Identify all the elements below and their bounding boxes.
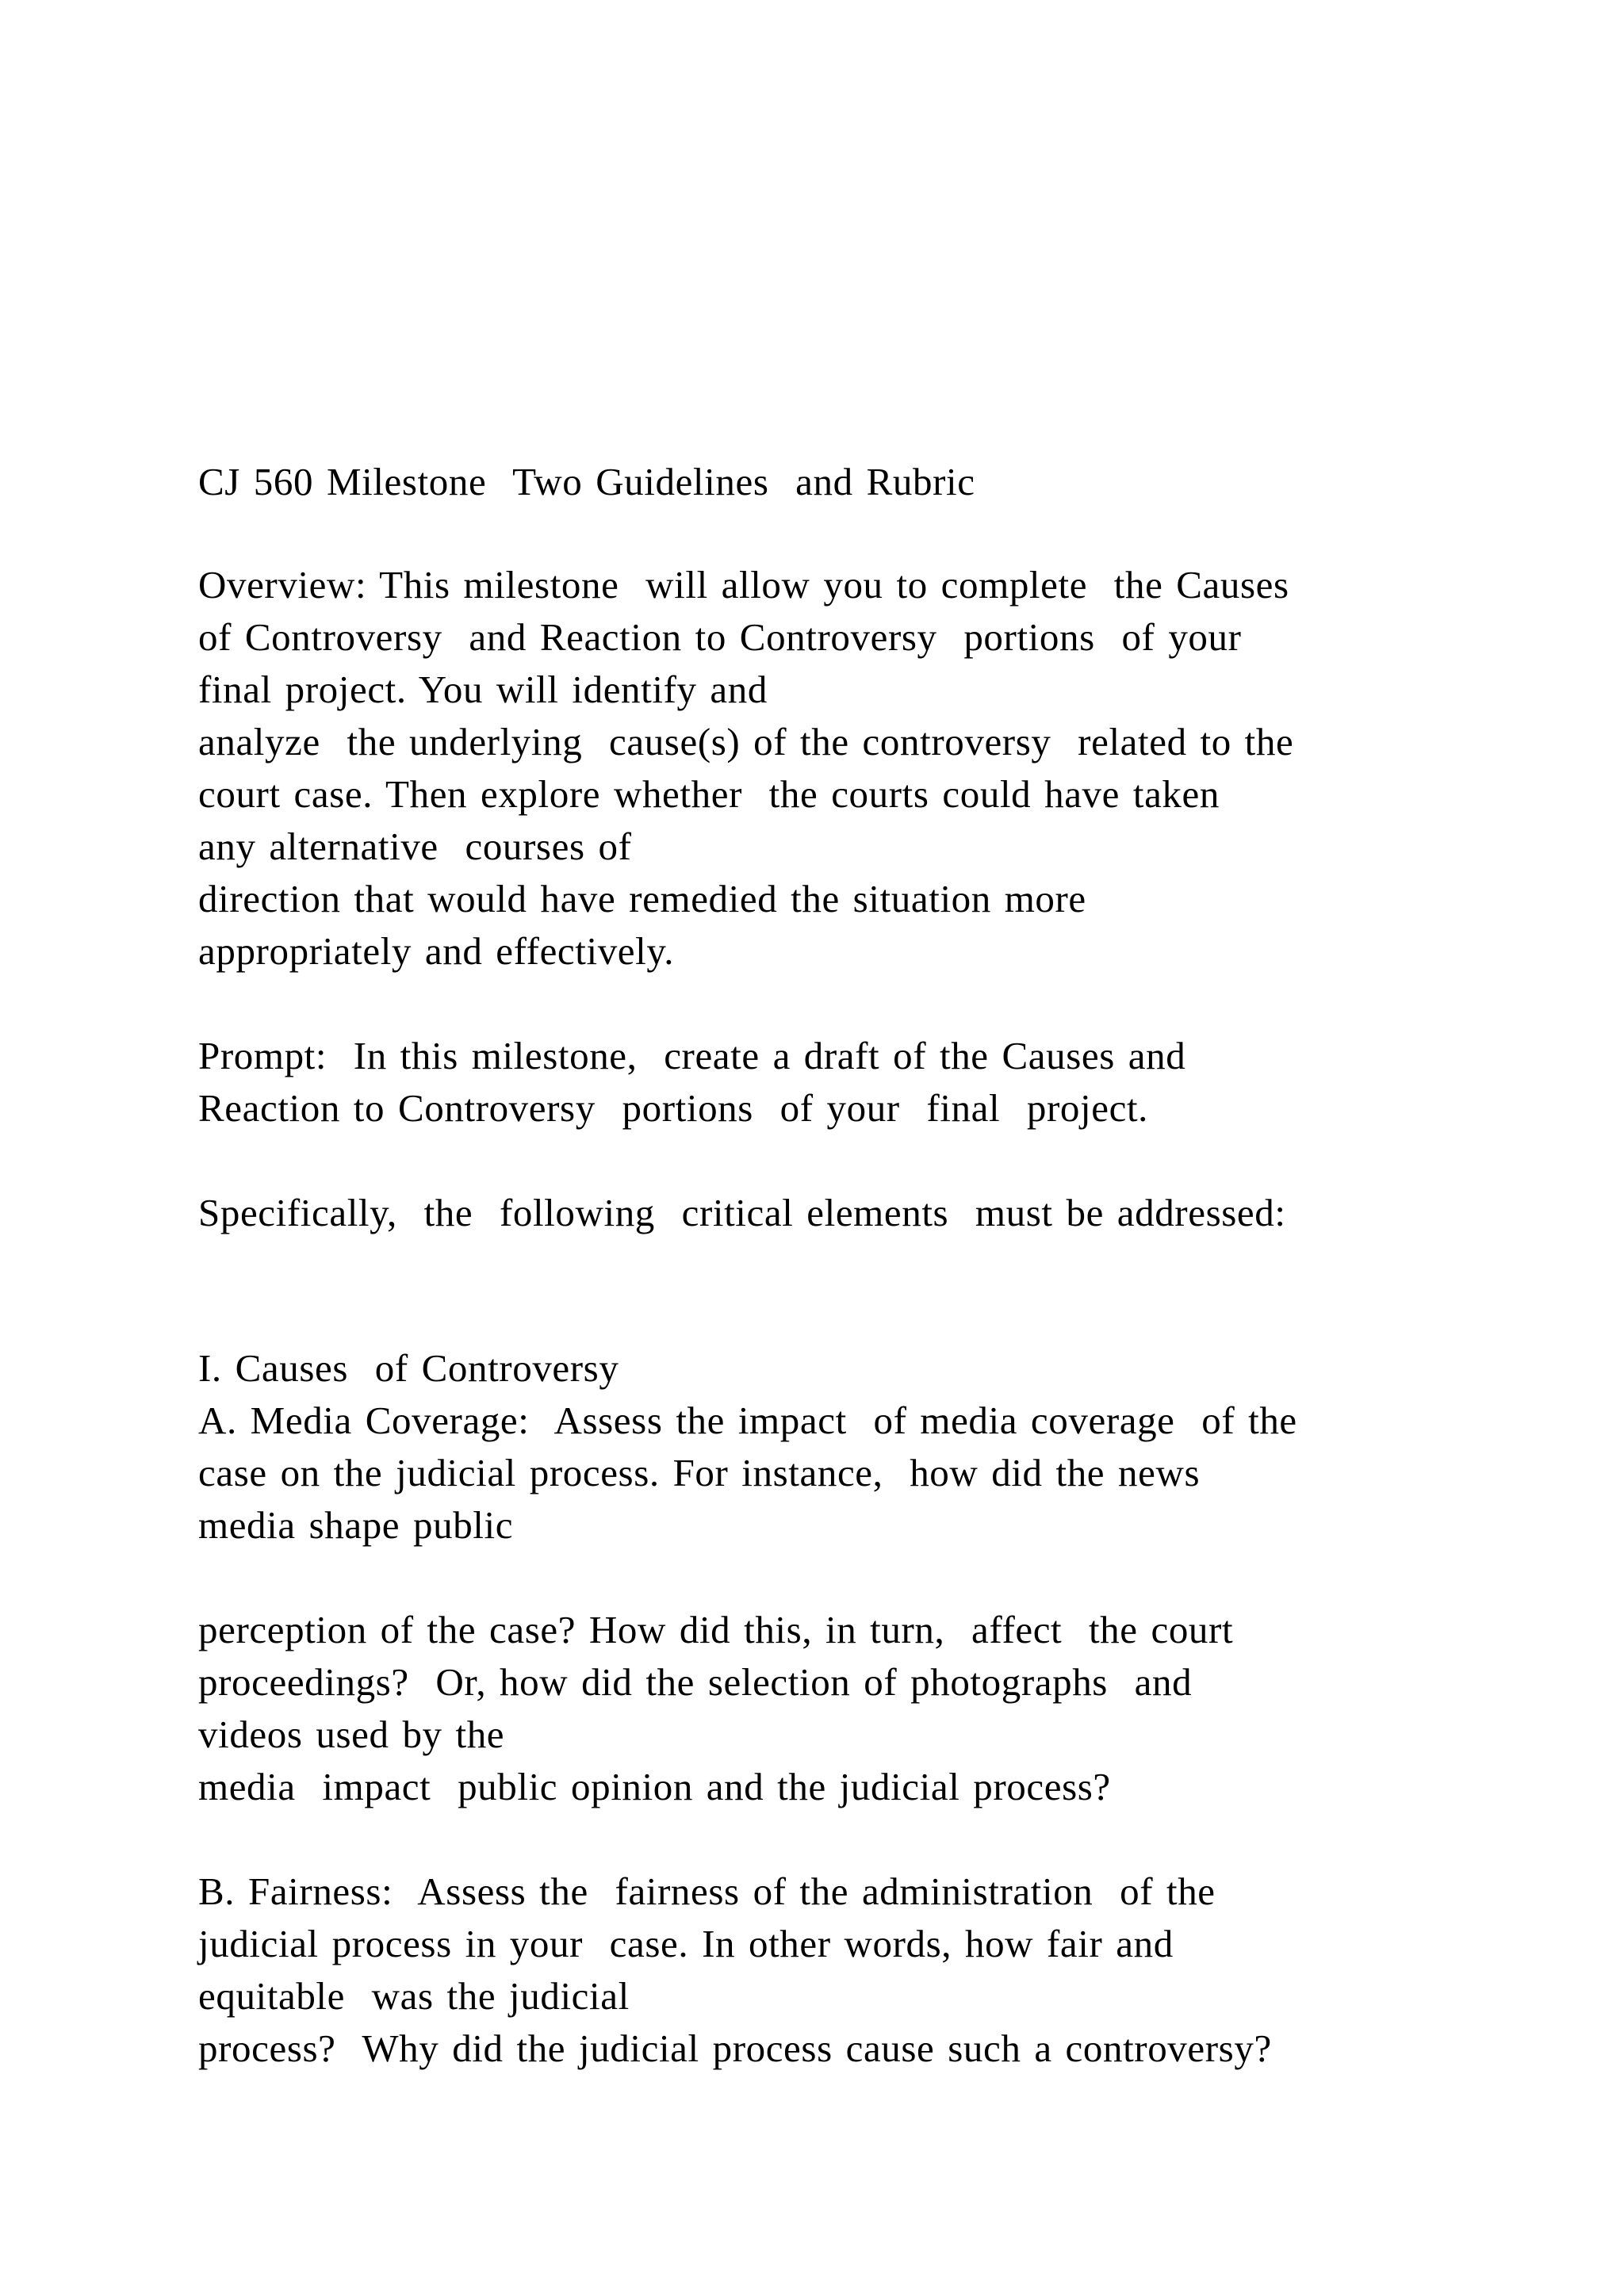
media-coverage-cont-line: proceedings? Or, how did the selection of photographs and [198, 1660, 1193, 1704]
media-coverage-line: A. Media Coverage: Assess the impact of media coverage of the [198, 1399, 1297, 1442]
fairness-line: judicial process in your case. In other words, how fair and [198, 1922, 1174, 1965]
media-coverage-cont-line: media impact public opinion and the judicial process? [198, 1765, 1111, 1808]
overview-line: analyze the underlying cause(s) of the controversy related to the [198, 720, 1294, 763]
media-coverage-line: media shape public [198, 1503, 514, 1547]
section-heading: I. Causes of Controversy [198, 1346, 619, 1390]
specifically-line: Specifically, the following critical elements must be addressed: [198, 1191, 1286, 1234]
media-coverage-line: case on the judicial process. For instance, how did the news [198, 1451, 1201, 1494]
document-title: CJ 560 Milestone Two Guidelines and Rubric [198, 460, 975, 503]
prompt-line: Prompt: In this milestone, create a draft of the Causes and [198, 1034, 1186, 1077]
overview-line: of Controversy and Reaction to Controversy portions of your [198, 615, 1242, 659]
overview-line: direction that would have remedied the situation more [198, 877, 1086, 920]
overview-line: Overview: This milestone will allow you to complete the Causes [198, 563, 1289, 607]
overview-line: court case. Then explore whether the courts could have taken [198, 772, 1220, 816]
overview-line: any alternative courses of [198, 825, 632, 868]
media-coverage-cont-line: videos used by the [198, 1712, 505, 1756]
overview-line: final project. You will identify and [198, 668, 768, 711]
fairness-line: process? Why did the judicial process cause such a controversy? [198, 2026, 1272, 2070]
fairness-line: equitable was the judicial [198, 1974, 630, 2018]
prompt-line: Reaction to Controversy portions of your final project. [198, 1086, 1149, 1130]
media-coverage-cont-line: perception of the case? How did this, in turn, affect the court [198, 1608, 1234, 1651]
overview-line: appropriately and effectively. [198, 929, 675, 973]
fairness-line: B. Fairness: Assess the fairness of the administration of the [198, 1869, 1216, 1913]
